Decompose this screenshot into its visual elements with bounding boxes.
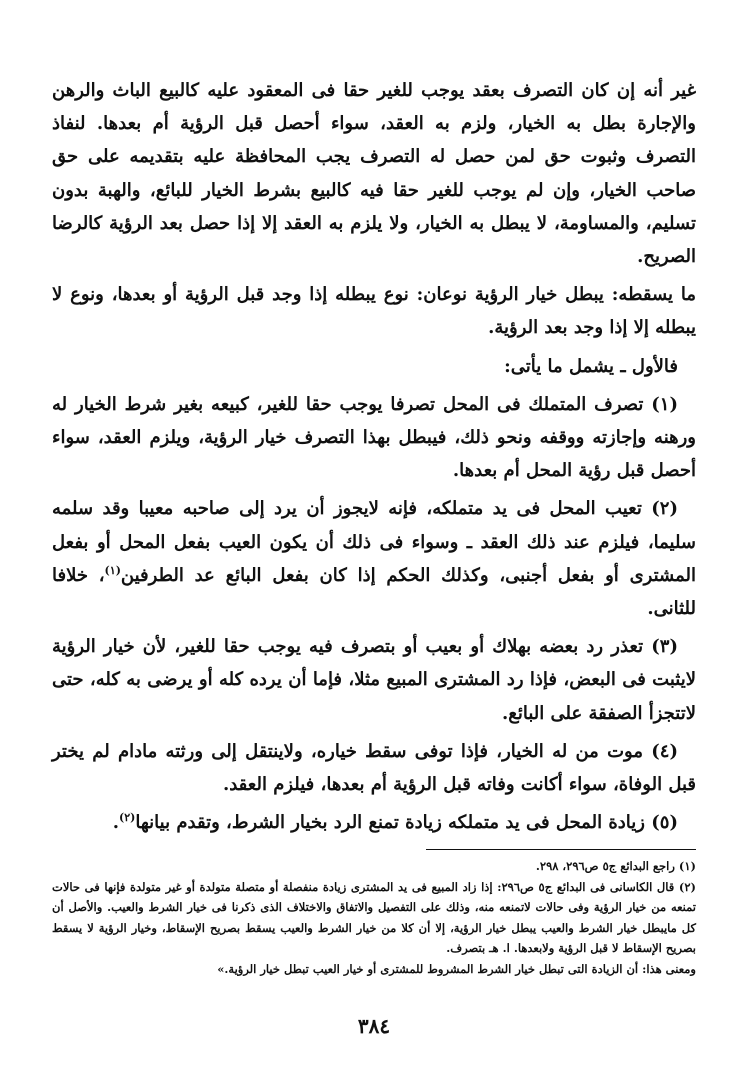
list-item-5 [52, 806, 696, 839]
paragraph-intro: غير أنه إن كان التصرف بعقد يوجب للغير حقا فى المعقود عليه كالبيع الباث والرهن والإجارة بطل به الخيار، ولزم به العقد، سواء أحصل قبل الرؤية أم بعدها. لنفاذ التصرف وثبوت حق لمن حصل له التصرف يجب المحافظة عليه بتقديمه على حق صاحب الخيار، وإن لم يوجب للغير حقا فيه كالبيع بشرط الخيار للبائع، والهبة بدون تسليم، والمساومة، لا يبطل به الخيار، ولا يلزم به العقد إلا إذا حصل بعد الرؤية كالرضا الصريح. [52, 80, 697, 268]
item-text: موت من له الخيار، فإذا توفى سقط خياره، ولاينتقل إلى ورثته مادام لم يختر قبل الوفاة، سواء أكانت وفاته قبل الرؤية أم بعدها، فيلزم العقد. [52, 740, 696, 796]
item-number: (٥) [651, 812, 678, 834]
paragraph-text: يبطل خيار الرؤية نوعان: نوع يبطله إذا وجد قبل الرؤية أو بعدها، ونوع لا يبطله إلا إذا وجد بعد الرؤية. [52, 284, 696, 339]
footnote-ref: (٢) [119, 811, 136, 825]
paragraph-what-voids [52, 278, 696, 344]
item-text-tail: . [112, 812, 120, 834]
page-number: ٣٨٤ [357, 1014, 391, 1038]
item-number: (١) [651, 393, 678, 415]
item-number: (٣) [651, 636, 678, 658]
item-text-tail: ، خلافا للثانى. [52, 564, 696, 620]
footnote-2: (٢) قال الكاسانى فى البدائع ج٥ ص٢٩٦: إذا زاد المبيع فى يد المشترى زيادة منفصلة أو متصلة متولدة أو غير متولدة فإنها فى حالات تمنعه من خيار الرؤية وفى حالات لاتمنعه منه، وذلك على التفصيل والاتفاق والاختلاف الذى ذكرنا فى خيار الشرط والعيب. والأصل أن كل مايبطل خيار الشرط والعيب يبطل خيار الرؤية، إلا أن كلا من خيار الشرط والعيب يسقط بصريح الإسقاط، وخيار الرؤية لا يسقط بصريح الإسقاط لا قبل الرؤية ولابعدها. ا. هـ بتصرف. [52, 879, 696, 956]
footnote-divider [426, 849, 696, 850]
footnote-1: (١) راجع البدائع ج٥ ص٢٩٦، ٢٩٨. [535, 859, 696, 874]
footnotes [52, 856, 696, 979]
item-text: زيادة المحل فى يد متملكه زيادة تمنع الرد بخيار الشرط، وتقدم بيانها [135, 812, 645, 834]
list-item-2 [52, 492, 696, 625]
footnote-2-continuation: ومعنى هذا: أن الزيادة التى تبطل خيار الشرط المشروط للمشترى أو خيار العيب تبطل خيار الرؤية.» [217, 961, 696, 976]
item-number: (٢) [651, 498, 678, 520]
item-number: (٤) [651, 740, 678, 762]
paragraph-first-type: فالأول ـ يشمل ما يأتى: [504, 355, 678, 377]
item-text: تعيب المحل فى يد متملكه، فإنه لايجوز أن يرد إلى صاحبه معيبا وقد سلمه سليما، فيلزم عند ذلك العقد ـ وسواء فى ذلك أن يكون العيب بفعل المحل أو بفعل المشترى أو بفعل أجنبى، وكذلك الحكم إذا كان بفعل البائع عد الطرفين [52, 498, 696, 586]
list-item-4 [52, 735, 696, 801]
list-item-1 [52, 388, 696, 488]
item-text: تصرف المتملك فى المحل تصرفا يوجب حقا للغير، كبيعه بغير شرط الخيار له ورهنه وإجازته ووقفه ونحو ذلك، فيبطل بهذا التصرف خيار الرؤية، ويلزم العقد، سواء أحصل قبل رؤية المحل أم بعدها. [52, 393, 696, 482]
footnote-ref: (١) [104, 563, 121, 577]
list-item-3 [52, 630, 696, 730]
section-heading: ما يسقطه: [611, 284, 696, 306]
item-text: تعذر رد بعضه بهلاك أو بعيب أو بتصرف فيه يوجب حقا للغير، لأن خيار الرؤية لايثبت فى البعض، فإذا رد المشترى المبيع مثلا، فإما أن يرده كله أو يرضى به كله، حتى لاتتجزأ الصفقة على البائع. [52, 636, 696, 724]
